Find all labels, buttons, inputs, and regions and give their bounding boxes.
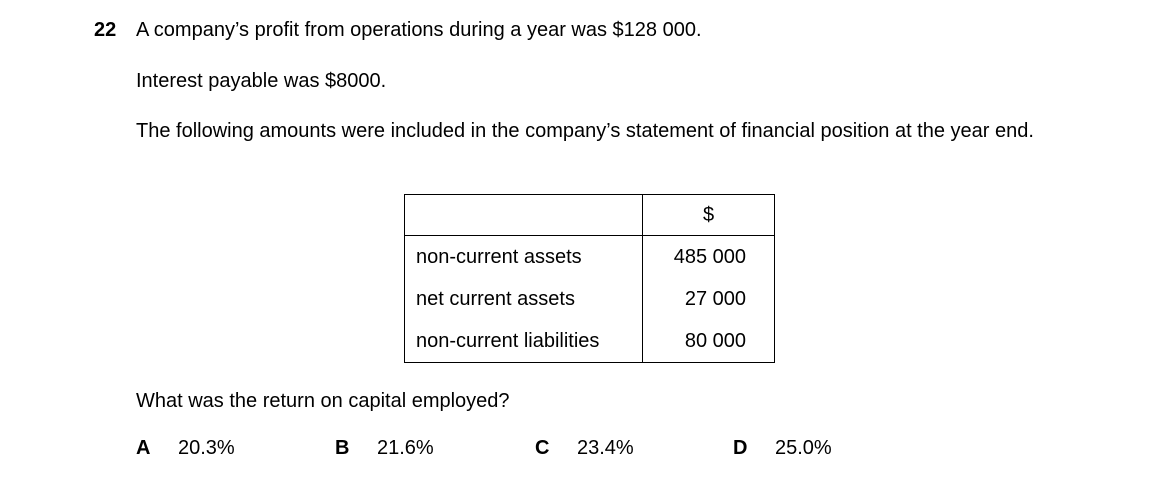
financial-position-table (404, 194, 775, 363)
question-prompt: What was the return on capital employed? (136, 390, 510, 412)
row-label: non-current assets (405, 236, 643, 279)
row-label: net current assets (405, 278, 643, 320)
table-header-label (405, 195, 643, 236)
option-b-value: 21.6% (377, 437, 434, 459)
option-a-value: 20.3% (178, 437, 235, 459)
table-row (405, 320, 775, 363)
option-a-letter: A (136, 437, 151, 459)
row-label: non-current liabilities (405, 320, 643, 363)
option-c-letter: C (535, 437, 550, 459)
table-row (405, 278, 775, 320)
option-b-letter: B (335, 437, 350, 459)
question-text-interest: Interest payable was $8000. (136, 70, 387, 92)
row-value: 27 000 (643, 278, 775, 320)
row-value: 80 000 (643, 320, 775, 363)
question-text-amounts: The following amounts were included in the company’s statement of financial position at the year end. (136, 120, 1034, 142)
option-d-value: 25.0% (775, 437, 832, 459)
option-c-value: 23.4% (577, 437, 634, 459)
table-header-row (405, 195, 775, 236)
table-row (405, 236, 775, 279)
option-d-letter: D (733, 437, 748, 459)
row-value: 485 000 (643, 236, 775, 279)
question-text-profit: A company’s profit from operations during a year was $128 000. (136, 19, 702, 41)
table-header-unit: $ (643, 195, 775, 236)
question-number: 22 (94, 19, 117, 41)
